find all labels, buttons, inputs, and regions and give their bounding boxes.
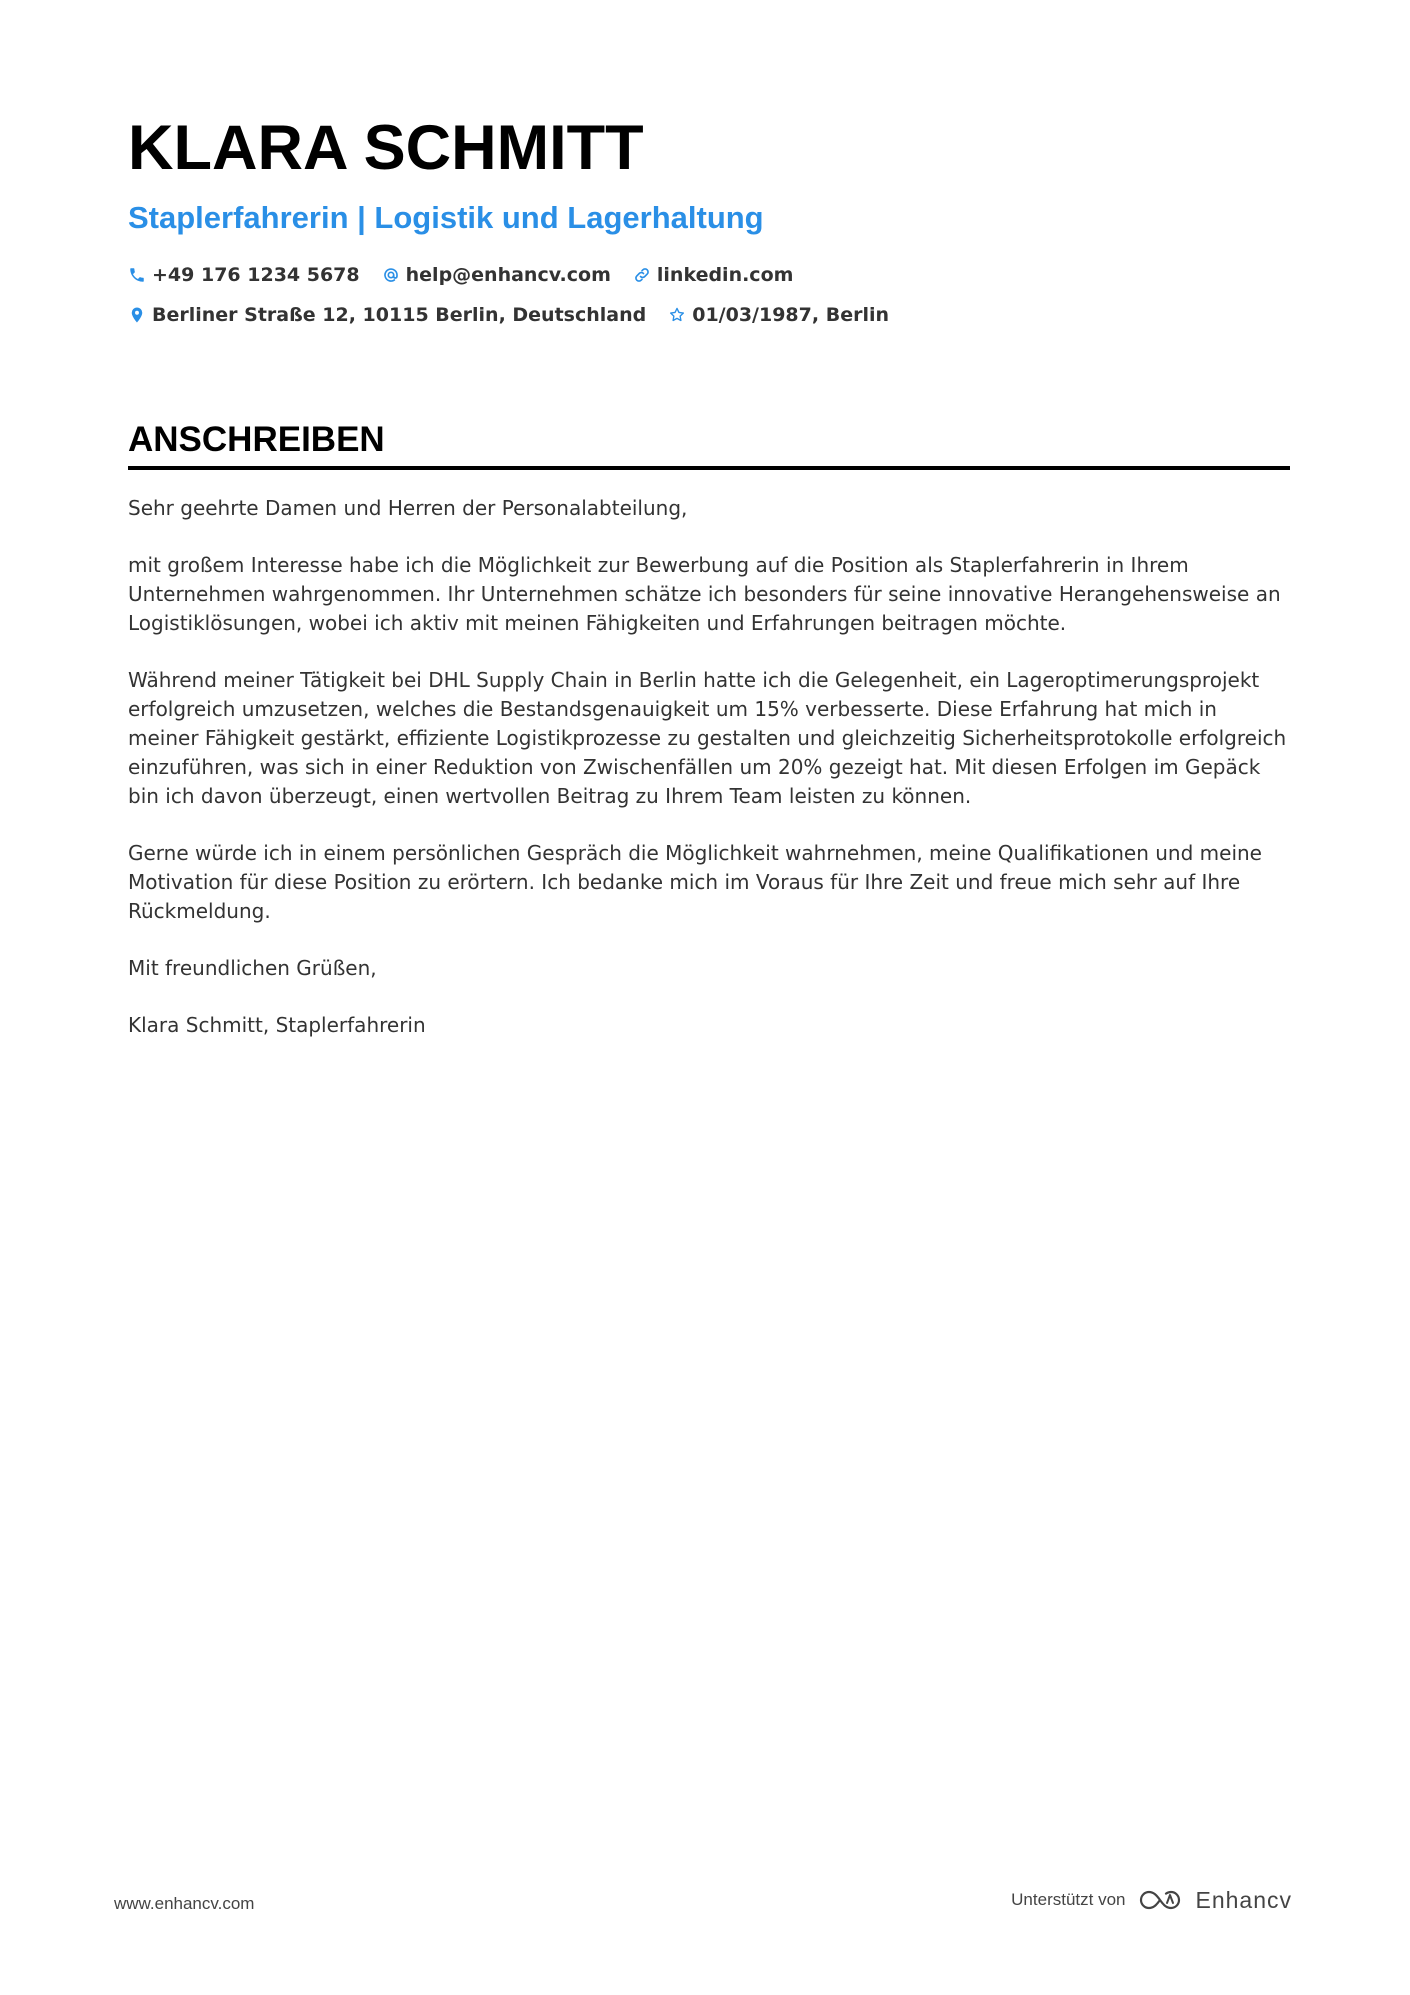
letter-salutation: Sehr geehrte Damen und Herren der Personalabteilung, [128, 496, 688, 520]
contact-linkedin[interactable] [633, 260, 794, 290]
phone-icon [128, 266, 146, 284]
letter-paragraph: Während meiner Tätigkeit bei DHL Supply Chain in Berlin hatte ich die Gelegenheit, ein Lageroptimerungsprojekt erfolgreich umzusetzen, welches die Bestandsgenauigkeit um 15% verbesserte. Diese Erfahrung hat mich in meiner Fähigkeit gestärkt, effiziente Logistikprozesse zu gestalten und gleichzeitig Sicherheitsprotokolle erfolgreich einzuführen, was sich in einer Reduktion von Zwischenfällen um 20% gezeigt hat. Mit diesen Erfolgen im Gepäck bin ich davon überzeugt, einen wertvollen Beitrag zu Ihrem Team leisten zu können. [128, 668, 1287, 808]
contact-address [128, 300, 646, 330]
location-pin-icon [128, 306, 146, 324]
powered-by-label: Unterstützt von [1011, 1890, 1126, 1909]
enhancv-logo-icon [1137, 1887, 1183, 1913]
contact-email[interactable] [382, 260, 611, 290]
letter-closing: Mit freundlichen Grüßen, [128, 956, 377, 980]
contact-info [128, 260, 1290, 330]
contact-phone[interactable] [128, 260, 360, 290]
contact-linkedin-text: linkedin.com [656, 264, 794, 286]
contact-address-text: Berliner Straße 12, 10115 Berlin, Deutschland [152, 304, 647, 326]
contact-phone-text: +49 176 1234 5678 [152, 264, 360, 286]
contact-birth [668, 300, 889, 330]
link-icon [633, 266, 651, 284]
cover-letter-page [128, 110, 1290, 1068]
footer-branding[interactable] [1011, 1886, 1292, 1914]
contact-birth-text: 01/03/1987, Berlin [692, 304, 889, 326]
enhancv-logo-text: Enhancv [1195, 1887, 1292, 1913]
candidate-name: KLARA SCHMITT [128, 113, 644, 183]
candidate-headline: Staplerfahrerin | Logistik und Lagerhaltung [128, 200, 764, 235]
star-icon [668, 306, 686, 324]
at-icon [382, 266, 400, 284]
footer-website-link[interactable]: www.enhancv.com [114, 1894, 255, 1913]
contact-email-text: help@enhancv.com [405, 264, 611, 286]
letter-body [128, 494, 1290, 1040]
letter-signature: Klara Schmitt, Staplerfahrerin [128, 1013, 426, 1037]
section-heading-cover-letter: ANSCHREIBEN [128, 418, 1290, 470]
letter-paragraph: mit großem Interesse habe ich die Möglichkeit zur Bewerbung auf die Position als Staplerfahrerin in Ihrem Unternehmen wahrgenommen. Ihr Unternehmen schätze ich besonders für seine innovative Herangehensweise an Logistiklösungen, wobei ich aktiv mit meinen Fähigkeiten und Erfahrungen beitragen möchte. [128, 553, 1281, 635]
letter-paragraph: Gerne würde ich in einem persönlichen Gespräch die Möglichkeit wahrnehmen, meine Qualifikationen und meine Motivation für diese Position zu erörtern. Ich bedanke mich im Voraus für Ihre Zeit und freue mich sehr auf Ihre Rückmeldung. [128, 841, 1262, 923]
